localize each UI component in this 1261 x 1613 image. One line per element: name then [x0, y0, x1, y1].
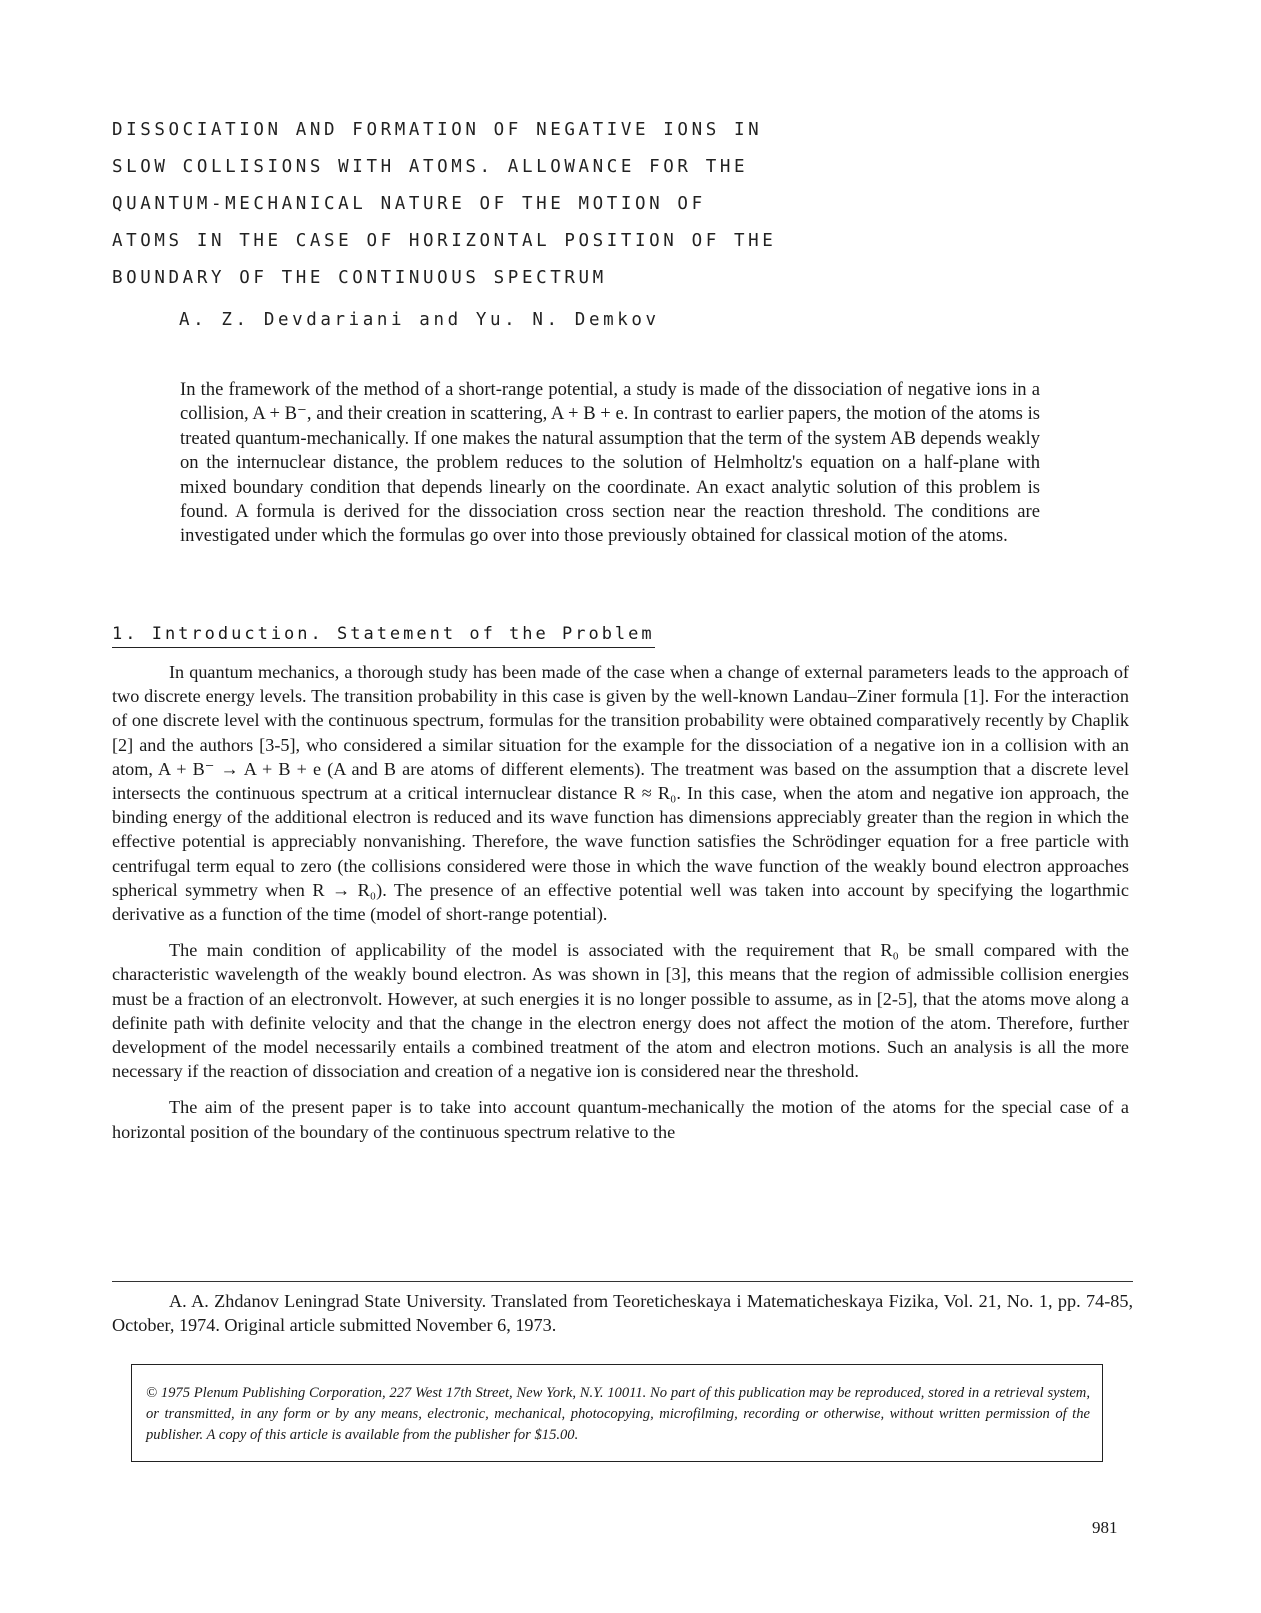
copyright-notice: © 1975 Plenum Publishing Corporation, 227 West 17th Street, New York, N.Y. 10011. No part of this publication may be reproduced, stored in a retrieval system, or transmitted, in any form or by any means, electronic, mechanical, photocopying, microfilming, recording or otherwise, without written permission of the publisher. A copy of this article is available from the publisher for $15.00.: [131, 1364, 1103, 1462]
title-line-1: DISSOCIATION AND FORMATION OF NEGATIVE IONS IN: [112, 120, 763, 140]
title-line-5: BOUNDARY OF THE CONTINUOUS SPECTRUM: [112, 268, 607, 288]
paper-title: [112, 112, 1012, 297]
paragraph-1: In quantum mechanics, a thorough study has been made of the case when a change of external parameters leads to the approach of two discrete energy levels. The transition probability in this case is given by the well-known Landau–Ziner formula [1]. For the interaction of one discrete level with the continuous spectrum, formulas for the transition probability were obtained comparatively recently by Chaplik [2] and the authors [3-5], who considered a similar situation for the example for the dissociation of a negative ion in a collision with an atom, A + B⁻ → A + B + e (A and B are atoms of different elements). The treatment was based on the assumption that a discrete level intersects the continuous spectrum at a critical internuclear distance R ≈ R₀. In this case, when the atom and negative ion approach, the binding energy of the additional electron is reduced and its wave function has dimensions appreciably greater than the region in which the effective potential is appreciably nonvanishing. Therefore, the wave function satisfies the Schrödinger equation for a free particle with centrifugal term equal to zero (the collisions considered were those in which the wave function of the weakly bound electron approaches spherical symmetry when R → R₀). The presence of an effective potential well was taken into account by specifying the logarthmic derivative as a function of the time (model of short-range potential).: [112, 662, 1129, 925]
title-line-4: ATOMS IN THE CASE OF HORIZONTAL POSITION OF THE: [112, 231, 777, 251]
body-text: [112, 660, 1129, 1156]
paragraph-2: The main condition of applicability of the model is associated with the requirement that R₀ be small compared with the characteristic wavelength of the weakly bound electron. As was shown in [3], this means that the region of admissible collision energies must be a fraction of an electronvolt. However, at such energies it is no longer possible to assume, as in [2-5], that the atoms move along a definite path with definite velocity and that the change in the electron energy does not affect the motion of the atom. Therefore, further development of the model necessarily entails a combined treatment of the atom and electron motions. Such an analysis is all the more necessary if the reaction of dissociation and creation of a negative ion is considered near the threshold.: [112, 940, 1129, 1082]
section-heading: 1. Introduction. Statement of the Problem: [112, 624, 655, 648]
title-line-2: SLOW COLLISIONS WITH ATOMS. ALLOWANCE FOR THE: [112, 157, 749, 177]
title-line-3: QUANTUM-MECHANICAL NATURE OF THE MOTION OF: [112, 194, 706, 214]
page-number: 981: [1092, 1518, 1118, 1537]
abstract: In the framework of the method of a short-range potential, a study is made of the dissociation of negative ions in a collision, A + B⁻, and their creation in scattering, A + B + e. In contrast to earlier papers, the motion of the atoms is treated quantum-mechanically. If one makes the natural assumption that the term of the system AB depends weakly on the internuclear distance, the problem reduces to the solution of Helmholtz's equation on a half-plane with mixed boundary condition that depends linearly on the coordinate. An exact analytic solution of this problem is found. A formula is derived for the dissociation cross section near the reaction threshold. The conditions are investigated under which the formulas go over into those previously obtained for classical motion of the atoms.: [180, 379, 1040, 547]
footnote: A. A. Zhdanov Leningrad State University. Translated from Teoreticheskaya i Matematicheskaya Fizika, Vol. 21, No. 1, pp. 74-85, October, 1974. Original article submitted November 6, 1973.: [112, 1291, 1133, 1335]
paragraph-3: The aim of the present paper is to take into account quantum-mechanically the motion of the atoms for the special case of a horizontal position of the boundary of the continuous spectrum relative to the: [112, 1097, 1129, 1142]
footnote-divider: [112, 1281, 1133, 1282]
author-list: A. Z. Devdariani and Yu. N. Demkov: [179, 310, 660, 330]
